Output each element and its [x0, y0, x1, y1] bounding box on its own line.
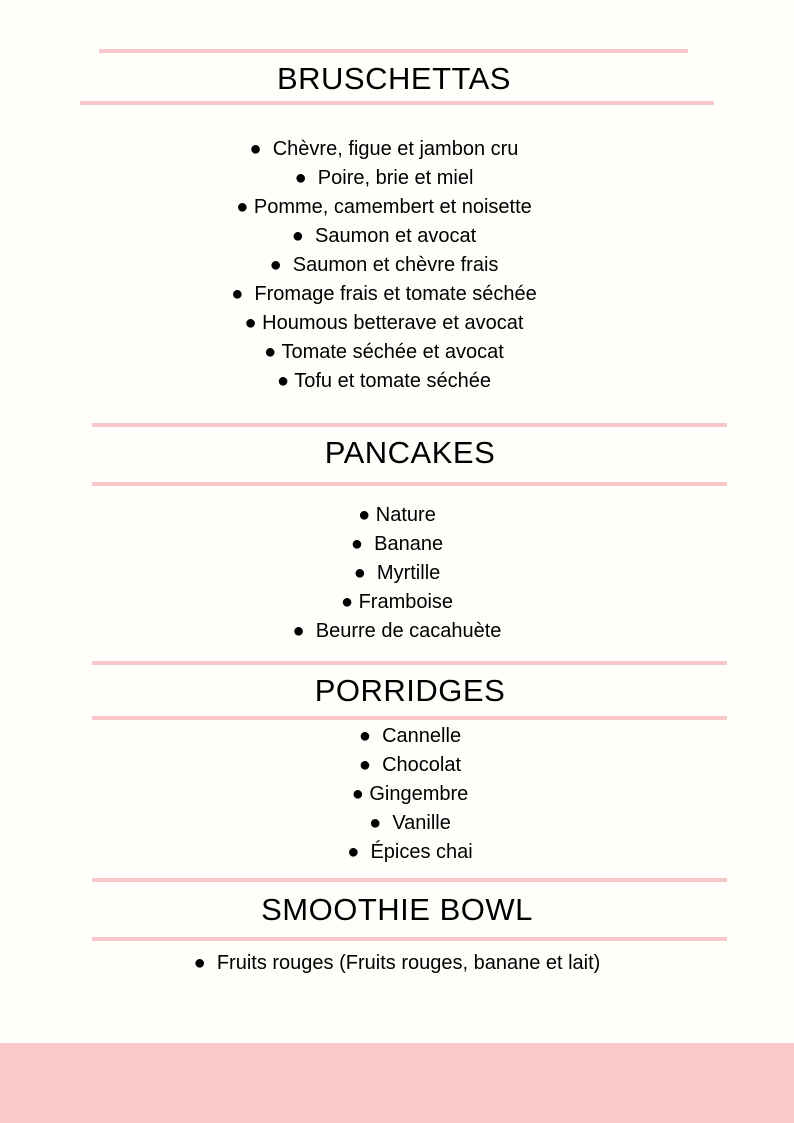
list-item: ● Pomme, camembert et noisette — [236, 196, 532, 218]
smoothie-bowl-bottom-rule — [92, 937, 727, 941]
section-title-bruschettas: BRUSCHETTAS — [276, 61, 511, 96]
list-item: ● Épices chai — [347, 841, 473, 863]
list-item: ● Chèvre, figue et jambon cru — [249, 138, 519, 160]
list-item: ● Beurre de cacahuète — [292, 620, 502, 642]
list-item: ● Framboise — [340, 591, 454, 613]
list-item: ● Fruits rouges (Fruits rouges, banane et lait) — [193, 952, 601, 974]
pancakes-top-rule — [92, 423, 727, 427]
list-item: ● Houmous betterave et avocat — [244, 312, 524, 334]
pancakes-bottom-rule — [92, 482, 727, 486]
list-item: ● Myrtille — [353, 562, 441, 584]
list-item: ● Gingembre — [351, 783, 469, 805]
list-item: ● Banane — [350, 533, 444, 555]
smoothie-bowl-top-rule — [92, 878, 727, 882]
list-item: ● Chocolat — [358, 754, 462, 776]
bruschettas-bottom-rule — [80, 101, 714, 105]
porridges-top-rule — [92, 661, 727, 665]
list-item: ● Tofu et tomate séchée — [276, 370, 492, 392]
list-item: ● Poire, brie et miel — [294, 167, 474, 189]
porridges-bottom-rule — [92, 716, 727, 720]
section-title-smoothie-bowl: SMOOTHIE BOWL — [261, 892, 533, 927]
bruschettas-top-rule — [99, 49, 688, 53]
footer-band — [0, 1043, 794, 1123]
section-title-porridges: PORRIDGES — [314, 673, 506, 708]
list-item: ● Vanille — [369, 812, 451, 834]
list-item: ● Saumon et chèvre frais — [269, 254, 499, 276]
list-item: ● Tomate séchée et avocat — [264, 341, 504, 363]
section-title-pancakes: PANCAKES — [324, 435, 496, 470]
list-item: ● Nature — [358, 504, 436, 526]
list-item: ● Fromage frais et tomate séchée — [231, 283, 537, 305]
list-item: ● Cannelle — [358, 725, 462, 747]
list-item: ● Saumon et avocat — [291, 225, 477, 247]
